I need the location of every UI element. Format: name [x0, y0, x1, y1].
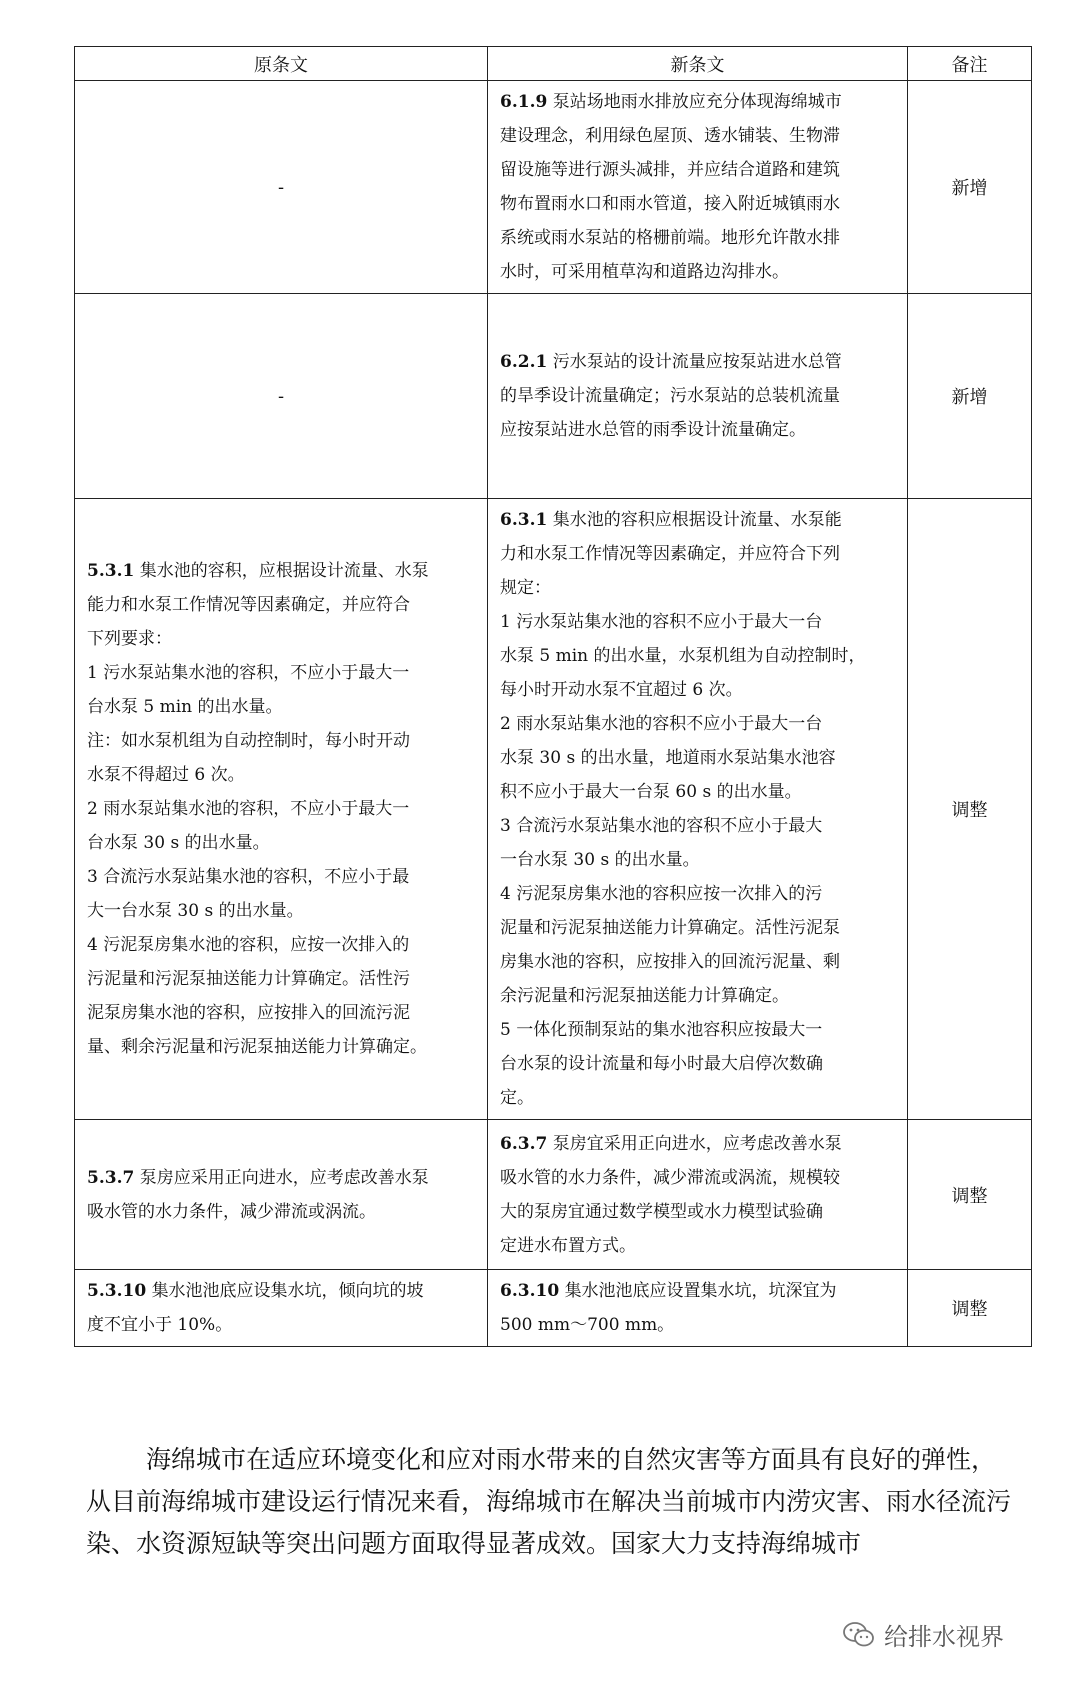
clause-line	[500, 1013, 895, 1047]
original-clause-cell	[75, 1270, 488, 1347]
clause-number: 5.3.7	[87, 1167, 135, 1188]
clause-number: 6.3.1	[500, 510, 548, 530]
original-clause-cell	[75, 1120, 488, 1270]
header-new-clause: 新条文	[488, 47, 908, 81]
original-clause-cell	[75, 499, 488, 1120]
clause-text: 下列要求：	[87, 629, 172, 649]
clause-text: 物布置雨水口和雨水管道，接入附近城镇雨水	[500, 194, 840, 214]
clause-text: 1 污水泵站集水池的容积不应小于最大一台	[500, 612, 823, 632]
clause-text: 泥泵房集水池的容积，应按排入的回流污泥	[87, 1003, 410, 1023]
clause-text: 集水池的容积应根据设计流量、水泵能	[552, 510, 842, 530]
clause-line	[87, 1308, 475, 1342]
table-row	[75, 1270, 1032, 1347]
clause-line	[87, 1274, 475, 1308]
clause-line	[500, 741, 895, 775]
clause-text: 积不应小于最大一台泵 60 s 的出水量。	[500, 782, 802, 802]
clause-number: 6.2.1	[500, 352, 548, 372]
clause-text: 集水池池底应设置集水坑，坑深宜为	[564, 1281, 837, 1301]
original-clause-cell	[75, 294, 488, 499]
clause-line	[87, 928, 475, 962]
clause-line	[500, 1047, 895, 1081]
clause-text: 3 合流污水泵站集水池的容积不应小于最大	[500, 816, 823, 836]
wechat-icon	[842, 1620, 876, 1650]
clause-line	[500, 707, 895, 741]
clause-text: 泥量和污泥泵抽送能力计算确定。活性污泥泵	[500, 918, 840, 938]
clause-text: 集水池的容积，应根据设计流量、水泵	[139, 561, 429, 581]
clause-line	[500, 221, 895, 255]
clause-line	[87, 826, 475, 860]
new-clause-cell	[488, 1270, 908, 1347]
clause-text: 4 污泥泵房集水池的容积应按一次排入的污	[500, 884, 823, 904]
clause-text: 1 污水泵站集水池的容积，不应小于最大一	[87, 663, 410, 683]
clause-text: 泵站场地雨水排放应充分体现海绵城市	[552, 92, 842, 112]
clause-line	[87, 554, 475, 588]
clause-text: 力和水泵工作情况等因素确定，并应符合下列	[500, 544, 840, 564]
clause-line	[500, 877, 895, 911]
clause-text: 一台水泵 30 s 的出水量。	[500, 850, 700, 870]
table-row	[75, 81, 1032, 294]
clause-text: 水泵 30 s 的出水量，地道雨水泵站集水池容	[500, 748, 836, 768]
clause-line	[500, 775, 895, 809]
clause-line	[87, 894, 475, 928]
clause-text: 应按泵站进水总管的雨季设计流量确定。	[500, 420, 806, 440]
clause-line	[500, 503, 895, 537]
clause-text: 的旱季设计流量确定；污水泵站的总装机流量	[500, 386, 840, 406]
clause-line	[500, 255, 895, 289]
new-clause-cell	[488, 81, 908, 294]
clause-text: 泵房宜采用正向进水，应考虑改善水泵	[552, 1133, 842, 1154]
clause-text: 余污泥量和污泥泵抽送能力计算确定。	[500, 986, 789, 1006]
clause-text: 能力和水泵工作情况等因素确定，并应符合	[87, 595, 410, 615]
clause-line	[500, 187, 895, 221]
clause-text: 台水泵的设计流量和每小时最大启停次数确	[500, 1054, 823, 1074]
header-remarks: 备注	[908, 47, 1032, 81]
clause-line	[500, 809, 895, 843]
clause-line	[87, 758, 475, 792]
table-row	[75, 294, 1032, 499]
clause-text: 吸水管的水力条件，减少滞流或涡流，规模较	[500, 1167, 840, 1188]
clause-line	[87, 724, 475, 758]
clause-line	[500, 85, 895, 119]
clause-line	[87, 860, 475, 894]
clause-line	[500, 1161, 895, 1195]
header-original-clause: 原条文	[75, 47, 488, 81]
comparison-table	[74, 46, 1032, 1347]
clause-text: 台水泵 5 min 的出水量。	[87, 697, 283, 717]
clause-line	[500, 945, 895, 979]
clause-text: 水泵不得超过 6 次。	[87, 765, 245, 785]
clause-line	[500, 153, 895, 187]
clause-line	[500, 1127, 895, 1161]
table-header-row	[75, 47, 1032, 81]
clause-line	[500, 413, 895, 447]
clause-text: -	[277, 385, 285, 407]
clause-text: 台水泵 30 s 的出水量。	[87, 833, 270, 853]
clause-text: 水泵 5 min 的出水量，水泵机组为自动控制时，	[500, 646, 866, 666]
clause-number: 5.3.10	[87, 1281, 147, 1301]
clause-number: 6.3.10	[500, 1281, 560, 1301]
body-paragraph: 海绵城市在适应环境变化和应对雨水带来的自然灾害等方面具有良好的弹性，从目前海绵城市建设运行情况来看，海绵城市在解决当前城市内涝灾害、雨水径流污染、水资源短缺等突出问题方面取得显著成效。国家大力支持海绵城市	[86, 1445, 1012, 1558]
clause-text: 大的泵房宜通过数学模型或水力模型试验确	[500, 1201, 823, 1222]
clause-line	[87, 1161, 475, 1195]
clause-text: 定进水布置方式。	[500, 1235, 636, 1256]
original-clause-cell	[75, 81, 488, 294]
clause-text: 系统或雨水泵站的格栅前端。地形允许散水排	[500, 228, 840, 248]
clause-number: 6.3.7	[500, 1133, 548, 1154]
clause-line	[500, 379, 895, 413]
clause-text: 度不宜小于 10%。	[87, 1315, 233, 1335]
clause-text: 量、剩余污泥量和污泥泵抽送能力计算确定。	[87, 1037, 427, 1057]
new-clause-cell	[488, 1120, 908, 1270]
clause-line	[87, 622, 475, 656]
clause-line	[76, 386, 486, 407]
clause-line	[76, 177, 486, 198]
clause-line	[87, 962, 475, 996]
remarks-cell: 调整	[908, 1120, 1032, 1270]
clause-line	[500, 605, 895, 639]
clause-line	[87, 996, 475, 1030]
remarks-cell: 调整	[908, 1270, 1032, 1347]
clause-line	[500, 1081, 895, 1115]
clause-number: 5.3.1	[87, 561, 135, 581]
clause-line	[500, 1274, 895, 1308]
clause-line	[87, 1195, 475, 1229]
clause-text: 留设施等进行源头减排，并应结合道路和建筑	[500, 160, 840, 180]
clause-number: 6.1.9	[500, 92, 548, 112]
clause-text: 污泥量和污泥泵抽送能力计算确定。活性污	[87, 969, 410, 989]
clause-text: 4 污泥泵房集水池的容积，应按一次排入的	[87, 935, 410, 955]
clause-text: 3 合流污水泵站集水池的容积，不应小于最	[87, 867, 410, 887]
watermark	[842, 1617, 1004, 1652]
clause-line	[500, 639, 895, 673]
new-clause-cell	[488, 294, 908, 499]
clause-text: 大一台水泵 30 s 的出水量。	[87, 901, 304, 921]
new-clause-cell	[488, 499, 908, 1120]
clause-text: 规定：	[500, 578, 551, 598]
watermark-text: 给排水视界	[884, 1623, 1004, 1651]
table-row	[75, 1120, 1032, 1270]
clause-line	[500, 119, 895, 153]
clause-line	[87, 1030, 475, 1064]
clause-line	[500, 571, 895, 605]
clause-line	[500, 843, 895, 877]
clause-text: 房集水池的容积，应按排入的回流污泥量、剩	[500, 952, 840, 972]
clause-line	[87, 656, 475, 690]
clause-text: -	[277, 176, 285, 198]
clause-text: 建设理念，利用绿色屋顶、透水铺装、生物滞	[500, 126, 840, 146]
clause-text: 泵房应采用正向进水，应考虑改善水泵	[139, 1167, 429, 1188]
clause-text: 2 雨水泵站集水池的容积不应小于最大一台	[500, 714, 823, 734]
remarks-cell: 新增	[908, 81, 1032, 294]
clause-text: 2 雨水泵站集水池的容积，不应小于最大一	[87, 799, 410, 819]
remarks-cell: 调整	[908, 499, 1032, 1120]
table-row	[75, 499, 1032, 1120]
clause-line	[500, 673, 895, 707]
clause-line	[87, 690, 475, 724]
clause-text: 500 mm～700 mm。	[500, 1315, 675, 1335]
clause-text: 水时，可采用植草沟和道路边沟排水。	[500, 262, 789, 282]
clause-text: 每小时开动水泵不宜超过 6 次。	[500, 680, 743, 700]
clause-line	[87, 792, 475, 826]
clause-line	[500, 1308, 895, 1342]
clause-text: 5 一体化预制泵站的集水池容积应按最大一	[500, 1020, 823, 1040]
clause-text: 注：如水泵机组为自动控制时，每小时开动	[87, 731, 410, 751]
clause-text: 定。	[500, 1088, 534, 1108]
clause-text: 污水泵站的设计流量应按泵站进水总管	[552, 352, 842, 372]
remarks-cell: 新增	[908, 294, 1032, 499]
clause-text: 集水池池底应设集水坑，倾向坑的坡	[151, 1281, 424, 1301]
clause-line	[500, 1195, 895, 1229]
clause-line	[87, 588, 475, 622]
clause-line	[500, 1229, 895, 1263]
clause-line	[500, 911, 895, 945]
clause-line	[500, 979, 895, 1013]
clause-line	[500, 537, 895, 571]
clause-text: 吸水管的水力条件，减少滞流或涡流。	[87, 1201, 376, 1222]
clause-line	[500, 345, 895, 379]
